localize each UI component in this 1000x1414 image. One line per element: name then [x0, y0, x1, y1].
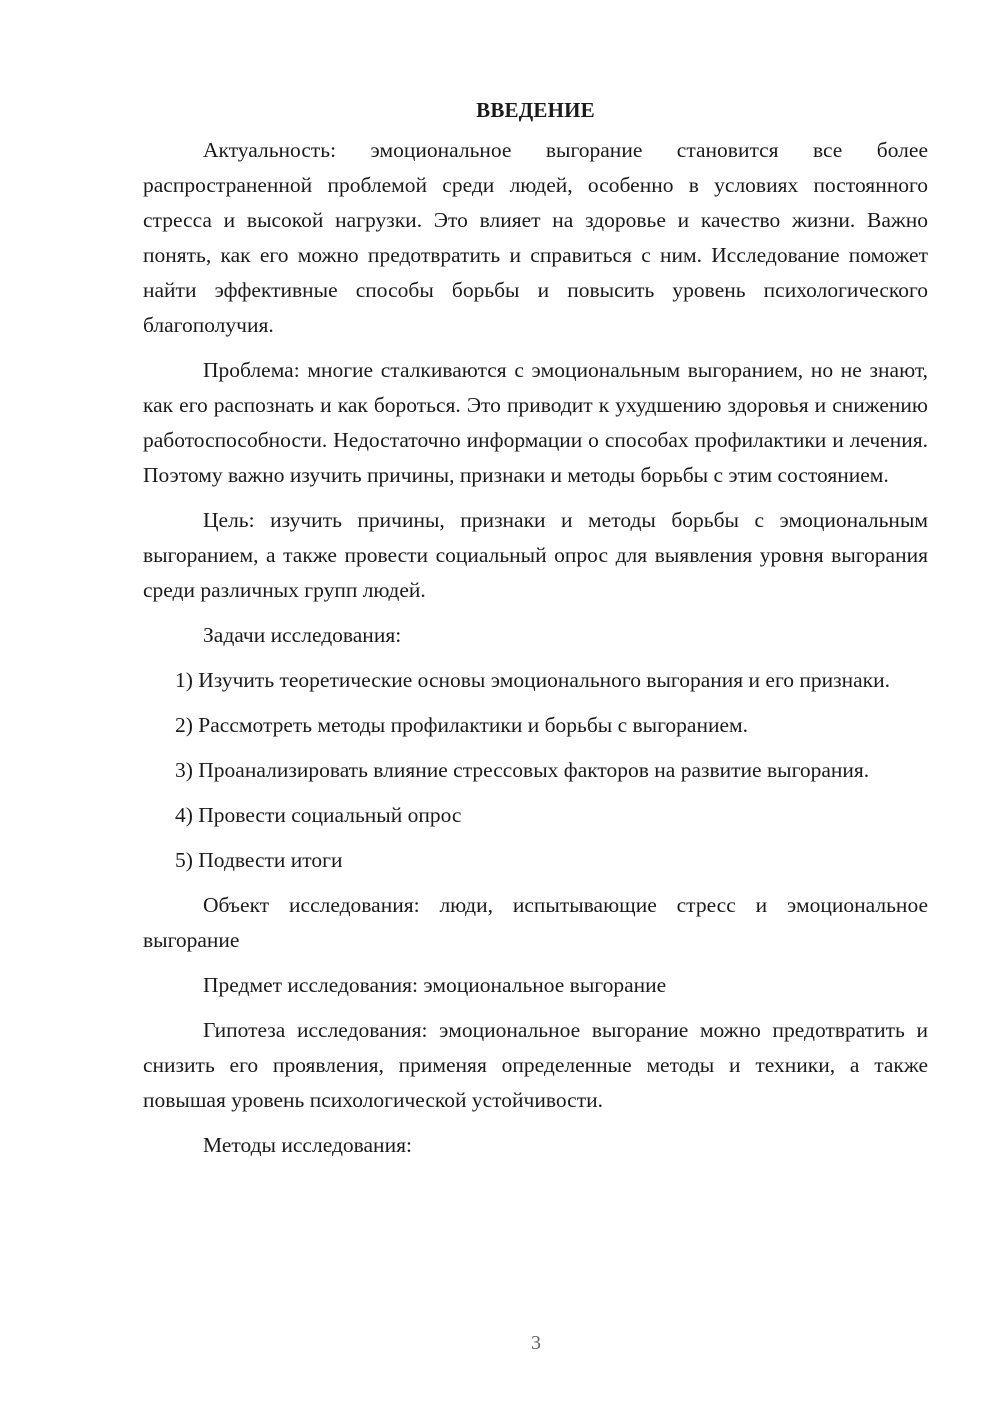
section-title: ВВЕДЕНИЕ — [476, 98, 595, 122]
hypothesis-paragraph: Гипотеза исследования: эмоциональное выгорание можно предотвратить и снизить его проявления, применяя определенные методы и техники, а также повышая уровень психологической устойчивости. — [143, 1018, 928, 1112]
relevance-paragraph: Актуальность: эмоциональное выгорание становится все более распространенной проблемой среди людей, особенно в условиях постоянного стресса и высокой нагрузки. Это влияет на здоровье и качество жизни. Важно понять, как его можно предотвратить и справиться с ним. Исследование поможет найти эффективные способы борьбы и повысить уровень психологического благополучия. — [143, 138, 928, 337]
task-item-2: 2) Рассмотреть методы профилактики и борьбы с выгоранием. — [175, 713, 748, 737]
page-number: 3 — [531, 1332, 541, 1354]
tasks-heading: Задачи исследования: — [203, 623, 402, 647]
methods-heading: Методы исследования: — [203, 1133, 412, 1157]
subject-paragraph: Предмет исследования: эмоциональное выгорание — [203, 973, 667, 997]
document-page — [143, 95, 928, 1173]
task-item-4: 4) Провести социальный опрос — [175, 803, 462, 827]
task-item-3: 3) Проанализировать влияние стрессовых факторов на развитие выгорания. — [175, 758, 870, 782]
task-item-5: 5) Подвести итоги — [175, 848, 343, 872]
problem-paragraph: Проблема: многие сталкиваются с эмоциональным выгоранием, но не знают, как его распознать и как бороться. Это приводит к ухудшению здоровья и снижению работоспособности. Недостаточно информации о способах профилактики и лечения. Поэтому важно изучить причины, признаки и методы борьбы с этим состоянием. — [143, 358, 928, 487]
goal-paragraph: Цель: изучить причины, признаки и методы борьбы с эмоциональным выгоранием, а также провести социальный опрос для выявления уровня выгорания среди различных групп людей. — [143, 508, 928, 602]
task-item-1: 1) Изучить теоретические основы эмоционального выгорания и его признаки. — [175, 668, 890, 692]
object-paragraph: Объект исследования: люди, испытывающие стресс и эмоциональное выгорание — [143, 893, 928, 952]
